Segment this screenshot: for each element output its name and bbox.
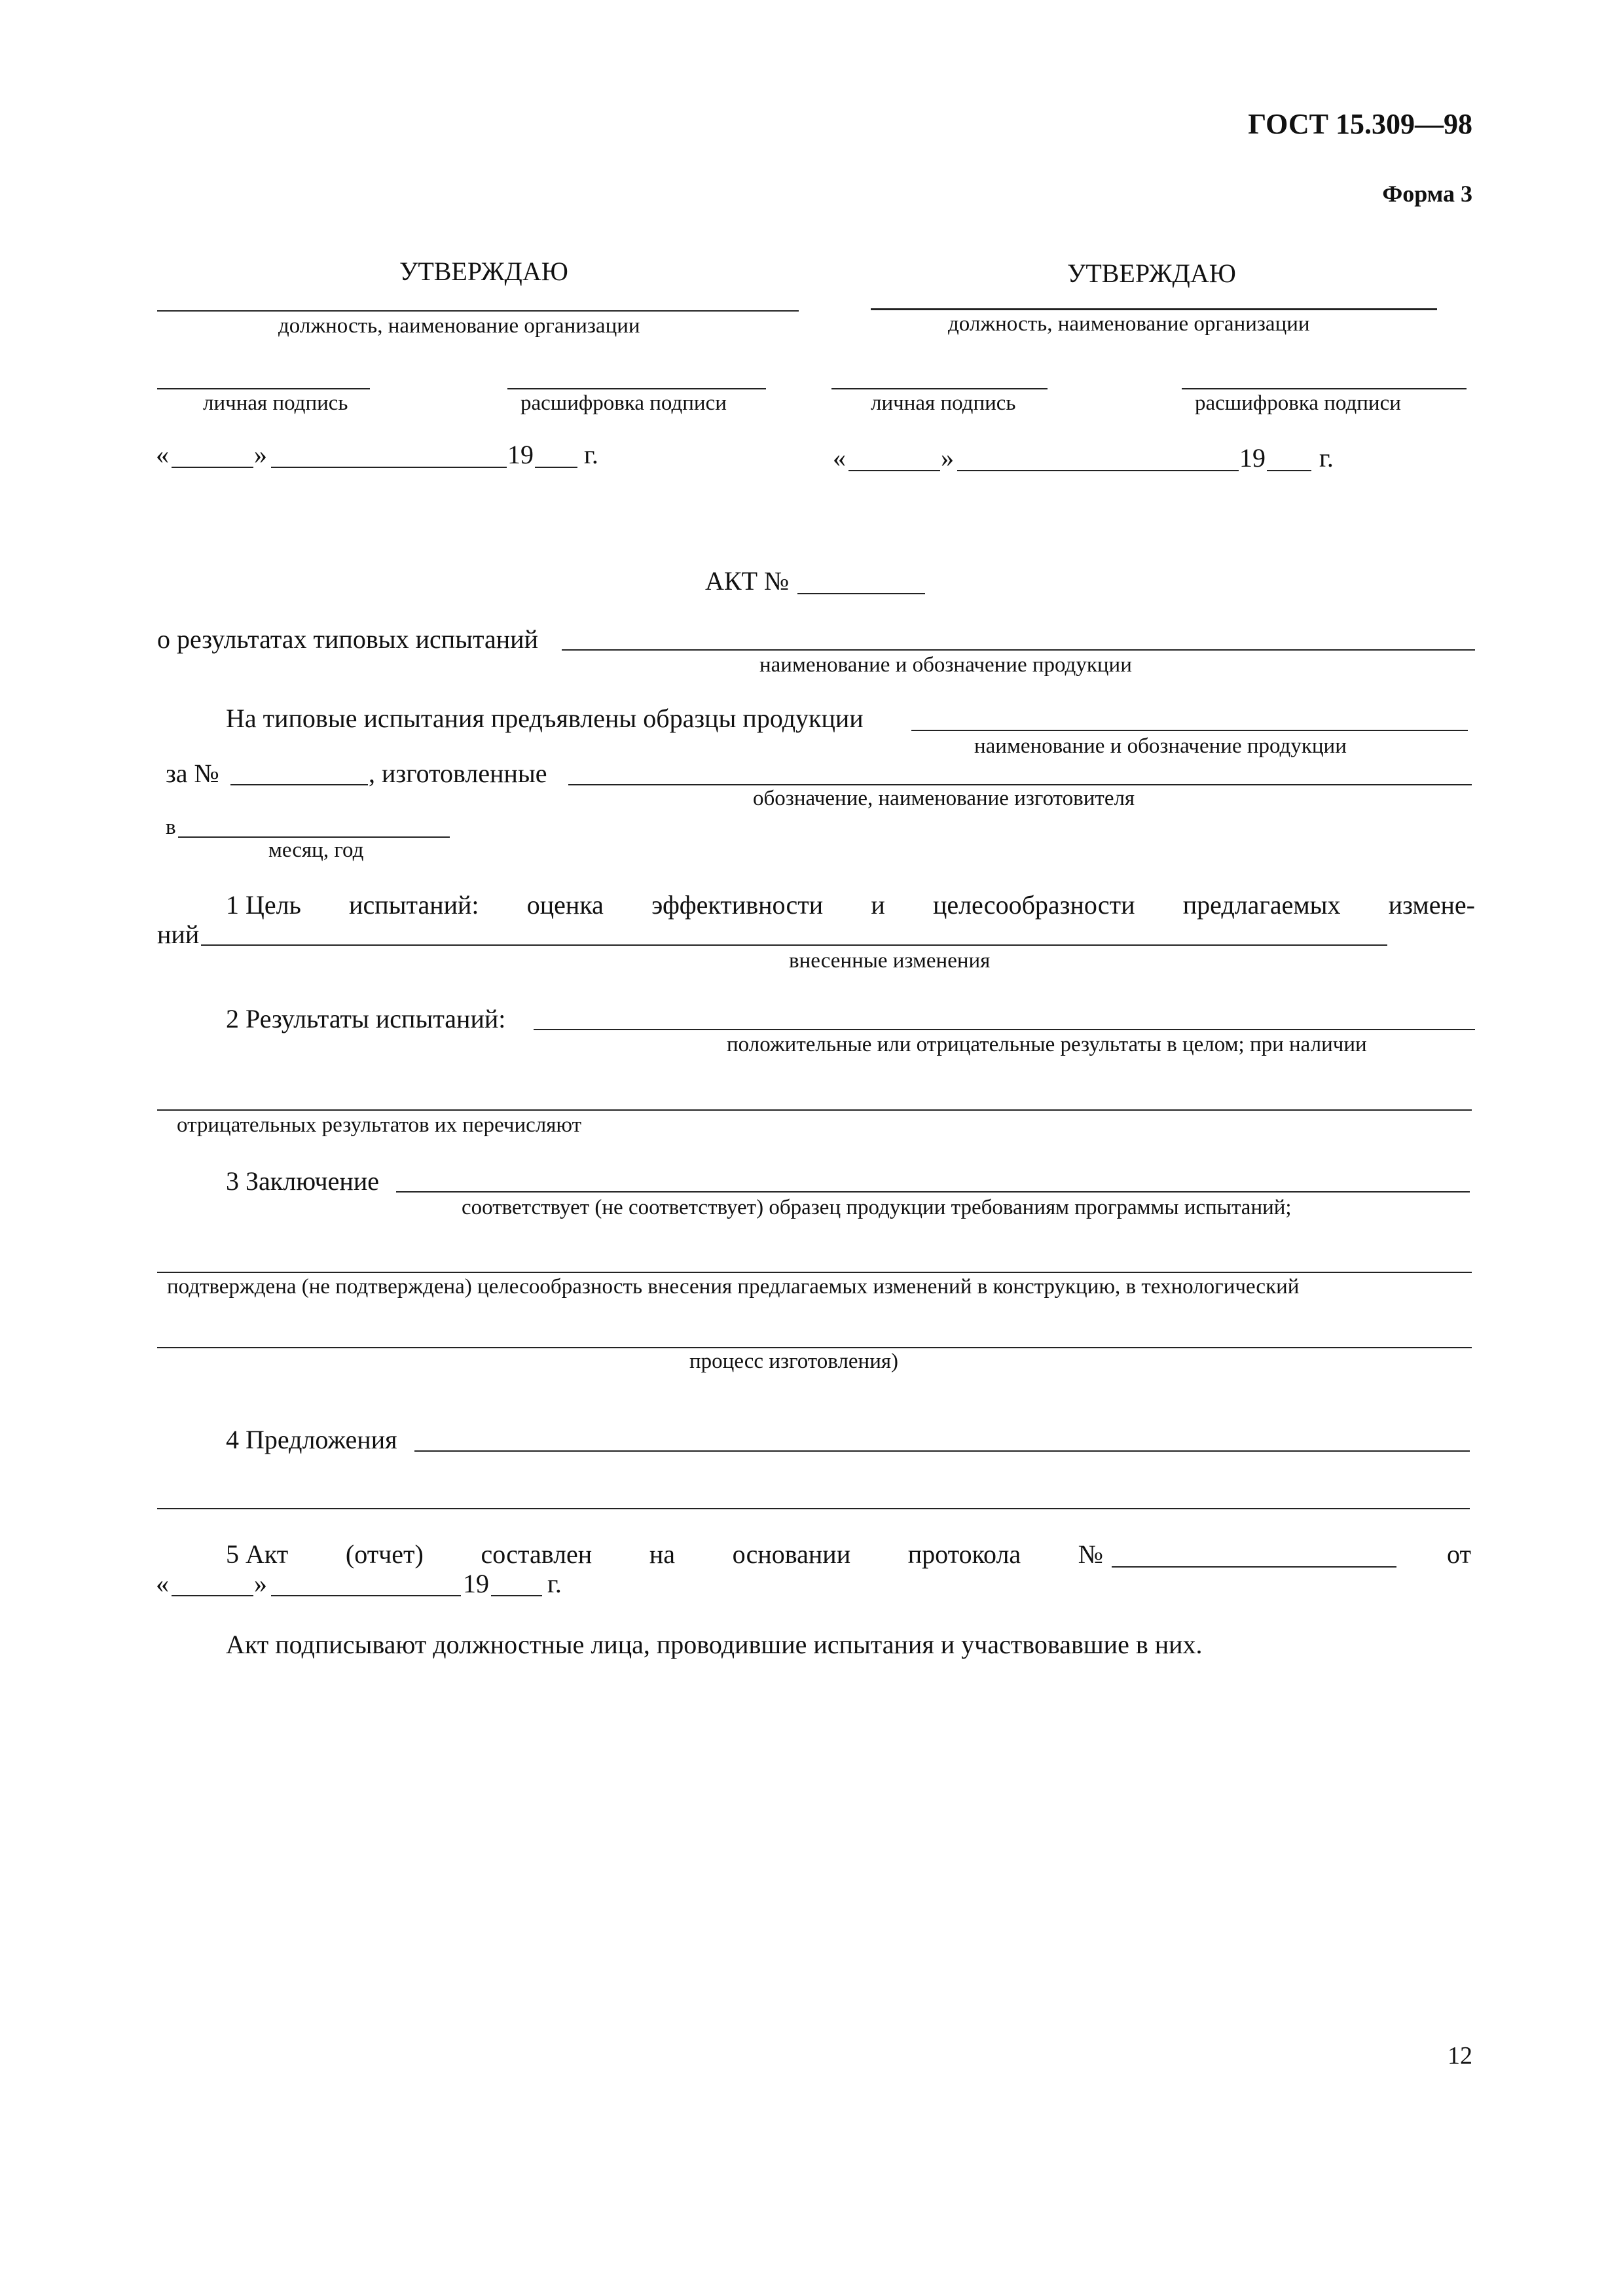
- item-5-word: составлен: [481, 1539, 593, 1569]
- signature-line[interactable]: [157, 388, 370, 389]
- year-prefix: 19: [507, 440, 534, 469]
- maker-caption: обозначение, наименование изготовителя: [753, 787, 1135, 810]
- page-number: 12: [1448, 2042, 1472, 2070]
- day-field[interactable]: [848, 470, 940, 471]
- date-open-quote: «: [156, 1569, 169, 1598]
- item-5-word: (отчет): [345, 1539, 424, 1569]
- year-suffix: г.: [547, 1569, 562, 1598]
- standard-designation: ГОСТ 15.309—98: [1248, 108, 1472, 140]
- org-caption: должность, наименование организации: [948, 312, 1310, 336]
- item-1-field[interactable]: [201, 944, 1387, 946]
- signature-caption: личная подпись: [871, 391, 1016, 415]
- item-5-word: протокола: [907, 1539, 1021, 1569]
- act-subject-caption: наименование и обозначение продукции: [759, 653, 1132, 677]
- org-line[interactable]: [157, 310, 799, 312]
- year-prefix: 19: [463, 1569, 489, 1598]
- item-4-field-2[interactable]: [157, 1508, 1470, 1509]
- year-suffix: г.: [584, 440, 598, 469]
- date-close-quote: »: [254, 1569, 267, 1598]
- item-3-caption-1: соответствует (не соответствует) образец продукции требованиям программы испытаний;: [462, 1196, 1292, 1219]
- closing-text: Акт подписывают должностные лица, проводившие испытания и участвовавшие в них.: [226, 1630, 1203, 1659]
- decoding-line[interactable]: [507, 388, 766, 389]
- year-field[interactable]: [535, 467, 577, 468]
- month-field[interactable]: [271, 467, 507, 468]
- item-5-word: 5 Акт: [226, 1539, 289, 1569]
- decoding-caption: расшифровка подписи: [1195, 391, 1401, 415]
- presented-text: На типовые испытания предъявлены образцы продукции: [226, 704, 864, 733]
- number-label: за №: [166, 759, 219, 788]
- item-5-word: на: [649, 1539, 675, 1569]
- item-2-field[interactable]: [534, 1029, 1475, 1030]
- item-4-field[interactable]: [414, 1450, 1470, 1452]
- made-label: , изготовленные: [369, 759, 547, 788]
- decoding-line[interactable]: [1182, 388, 1467, 389]
- item-1-word: целесообразности: [932, 890, 1135, 920]
- item-1-caption: внесенные изменения: [789, 949, 991, 973]
- date-close-quote: »: [941, 443, 954, 473]
- form-number: Форма 3: [1382, 181, 1472, 207]
- date-close-quote: »: [254, 440, 267, 469]
- item-1-line: [226, 892, 1475, 918]
- item-2-caption-1: положительные или отрицательные результаты в целом; при наличии: [727, 1033, 1367, 1056]
- month-caption: месяц, год: [268, 838, 364, 862]
- day-field[interactable]: [172, 1595, 253, 1596]
- month-field[interactable]: [957, 470, 1239, 471]
- month-field[interactable]: [271, 1595, 461, 1596]
- act-subject-field[interactable]: [562, 649, 1475, 651]
- approve-title: УТВЕРЖДАЮ: [1067, 259, 1236, 288]
- item-2-caption-2: отрицательных результатов их перечисляют: [177, 1113, 582, 1137]
- year-prefix: 19: [1239, 443, 1266, 473]
- item-5-word: №: [1078, 1539, 1103, 1569]
- signature-line[interactable]: [831, 388, 1048, 389]
- item-1-word: предлагаемых: [1182, 890, 1341, 920]
- number-field[interactable]: [230, 784, 368, 785]
- item-1-word: измене-: [1388, 890, 1475, 920]
- item-4-label: 4 Предложения: [226, 1425, 397, 1454]
- presented-product-caption: наименование и обозначение продукции: [974, 734, 1347, 758]
- org-caption: должность, наименование организации: [278, 314, 640, 338]
- item-2-field-2[interactable]: [157, 1109, 1472, 1111]
- item-5-line: [226, 1541, 1103, 1568]
- item-3-caption-2: подтверждена (не подтверждена) целесообразность внесения предлагаемых изменений в конструкцию, в технологический: [167, 1275, 1300, 1299]
- protocol-number-field[interactable]: [1112, 1566, 1396, 1568]
- year-field[interactable]: [1267, 470, 1311, 471]
- month-year-field[interactable]: [178, 836, 450, 838]
- day-field[interactable]: [172, 467, 253, 468]
- approve-title: УТВЕРЖДАЮ: [399, 257, 568, 286]
- signature-caption: личная подпись: [203, 391, 348, 415]
- item-3-field-3[interactable]: [157, 1347, 1472, 1348]
- item-2-label: 2 Результаты испытаний:: [226, 1004, 506, 1033]
- item-3-field-2[interactable]: [157, 1272, 1472, 1273]
- item-1-word: 1 Цель: [226, 890, 301, 920]
- item-5-word: основании: [732, 1539, 851, 1569]
- act-title: АКТ №: [705, 566, 790, 596]
- item-3-field[interactable]: [396, 1191, 1470, 1193]
- act-number-field[interactable]: [797, 593, 925, 594]
- from-label: от: [1447, 1539, 1471, 1569]
- item-3-caption-3: процесс изготовления): [689, 1350, 899, 1373]
- maker-field[interactable]: [568, 784, 1472, 785]
- item-1-word: оценка: [526, 890, 604, 920]
- year-suffix: г.: [1319, 443, 1334, 473]
- date-open-quote: «: [833, 443, 846, 473]
- item-1-word: и: [871, 890, 885, 920]
- item-3-label: 3 Заключение: [226, 1166, 379, 1196]
- org-line[interactable]: [871, 308, 1437, 310]
- date-open-quote: «: [156, 440, 169, 469]
- act-subject: о результатах типовых испытаний: [157, 624, 538, 654]
- item-1-word: эффективности: [651, 890, 824, 920]
- item-1-continuation: ний: [157, 920, 200, 949]
- year-field[interactable]: [491, 1595, 542, 1596]
- presented-product-field[interactable]: [911, 730, 1468, 731]
- decoding-caption: расшифровка подписи: [520, 391, 727, 415]
- item-1-word: испытаний:: [349, 890, 479, 920]
- in-label: в: [166, 816, 176, 839]
